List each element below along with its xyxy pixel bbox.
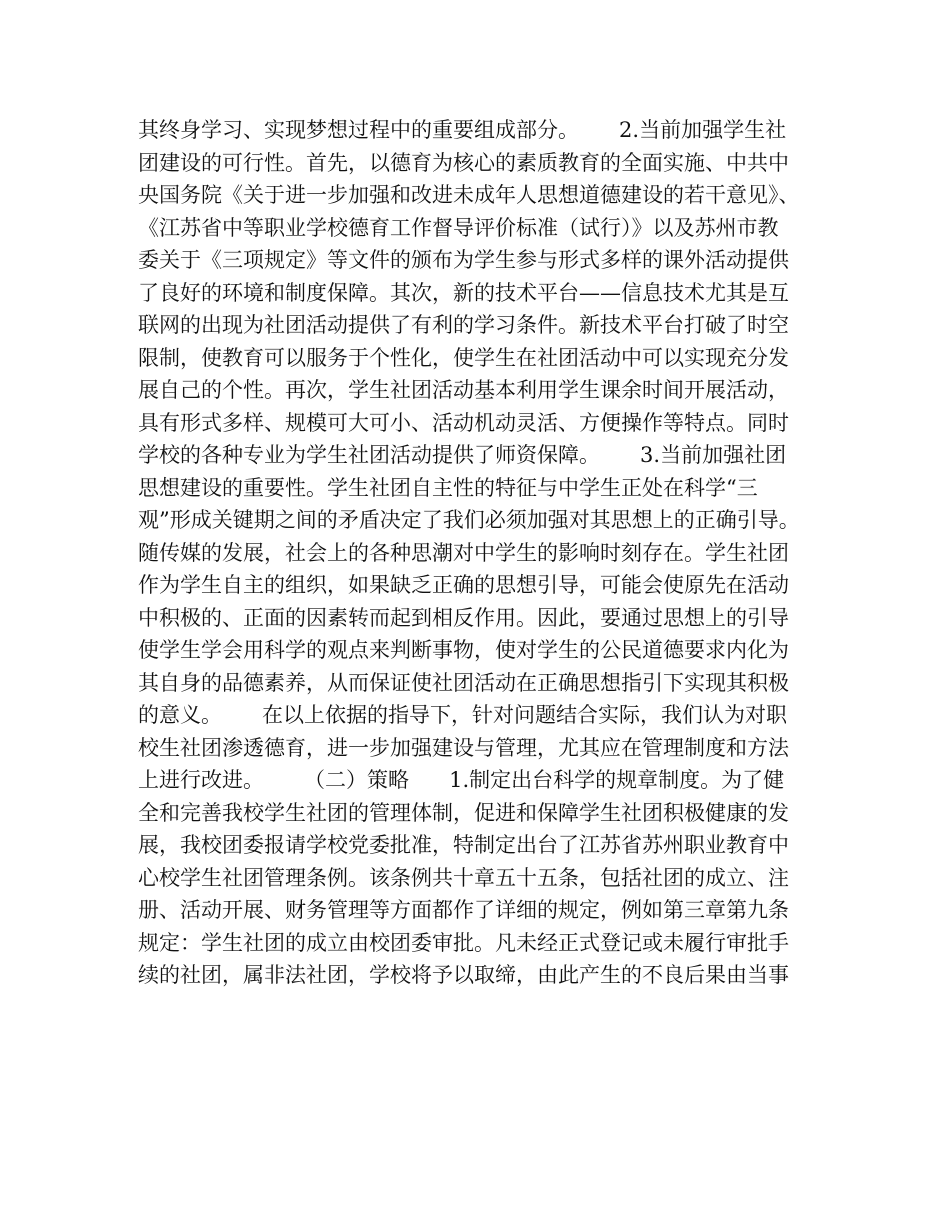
text-line: 限制，使教育可以服务于个性化，使学生在社团活动中可以实现充分发 xyxy=(138,345,789,370)
text-line: 观”形成关键期之间的矛盾决定了我们必须加强对其思想上的正确引导。 xyxy=(138,508,800,532)
text-line: 其自身的品德素养，从而保证使社团活动在正确思想指引下实现其积极 xyxy=(138,670,789,695)
text-line: 续的社团，属非法社团，学校将予以取缔，由此产生的不良后果由当事 xyxy=(138,963,789,987)
body-text xyxy=(138,114,838,992)
text-line: 使学生学会用科学的观点来判断事物，使对学生的公民道德要求内化为 xyxy=(138,638,789,662)
text-line: 中积极的、正面的因素转而起到相反作用。因此，要通过思想上的引导 xyxy=(138,605,789,630)
text-line: 联网的出现为社团活动提供了有利的学习条件。新技术平台打破了时空 xyxy=(138,313,789,337)
text-line: 作为学生自主的组织，如果缺乏正确的思想引导，可能会使原先在活动 xyxy=(138,573,789,597)
text-line: 其终身学习、实现梦想过程中的重要组成部分。 2.当前加强学生社 xyxy=(138,118,787,142)
text-line: 上进行改进。 （二）策略 1.制定出台科学的规章制度。为了健 xyxy=(138,768,785,792)
text-line: 《江苏省中等职业学校德育工作督导评价标准（试行）》以及苏州市教 xyxy=(138,215,779,240)
text-line: 随传媒的发展，社会上的各种思潮对中学生的影响时刻存在。学生社团 xyxy=(138,540,789,565)
text-line: 校生社团渗透德育，进一步加强建设与管理，尤其应在管理制度和方法 xyxy=(138,735,789,760)
text-line: 心校学生社团管理条例。该条例共十章五十五条，包括社团的成立、注 xyxy=(138,865,789,890)
text-line: 央国务院《关于进一步加强和改进未成年人思想道德建设的若干意见》、 xyxy=(138,183,800,207)
text-line: 学校的各种专业为学生社团活动提供了师资保障。 3.当前加强社团 xyxy=(138,443,787,467)
text-line: 的意义。 在以上依据的指导下，针对问题结合实际，我们认为对职 xyxy=(138,703,788,727)
text-line: 册、活动开展、财务管理等方面都作了详细的规定，例如第三章第九条 xyxy=(138,898,789,922)
text-line: 思想建设的重要性。学生社团自主性的特征与中学生正处在科学“三 xyxy=(138,475,758,500)
text-line: 团建设的可行性。首先，以德育为核心的素质教育的全面实施、中共中 xyxy=(138,150,789,175)
text-line: 展自己的个性。再次，学生社团活动基本利用学生课余时间开展活动， xyxy=(138,378,789,402)
text-line: 了良好的环境和制度保障。其次，新的技术平台——信息技术尤其是互 xyxy=(138,280,789,305)
text-line: 规定：学生社团的成立由校团委审批。凡未经正式登记或未履行审批手 xyxy=(138,930,789,955)
text-line: 具有形式多样、规模可大可小、活动机动灵活、方便操作等特点。同时 xyxy=(138,410,789,435)
text-line: 全和完善我校学生社团的管理体制，促进和保障学生社团积极健康的发 xyxy=(138,800,789,825)
text-line: 委关于《三项规定》等文件的颁布为学生参与形式多样的课外活动提供 xyxy=(138,248,789,272)
text-line: 展，我校团委报请学校党委批准，特制定出台了江苏省苏州职业教育中 xyxy=(138,833,789,857)
